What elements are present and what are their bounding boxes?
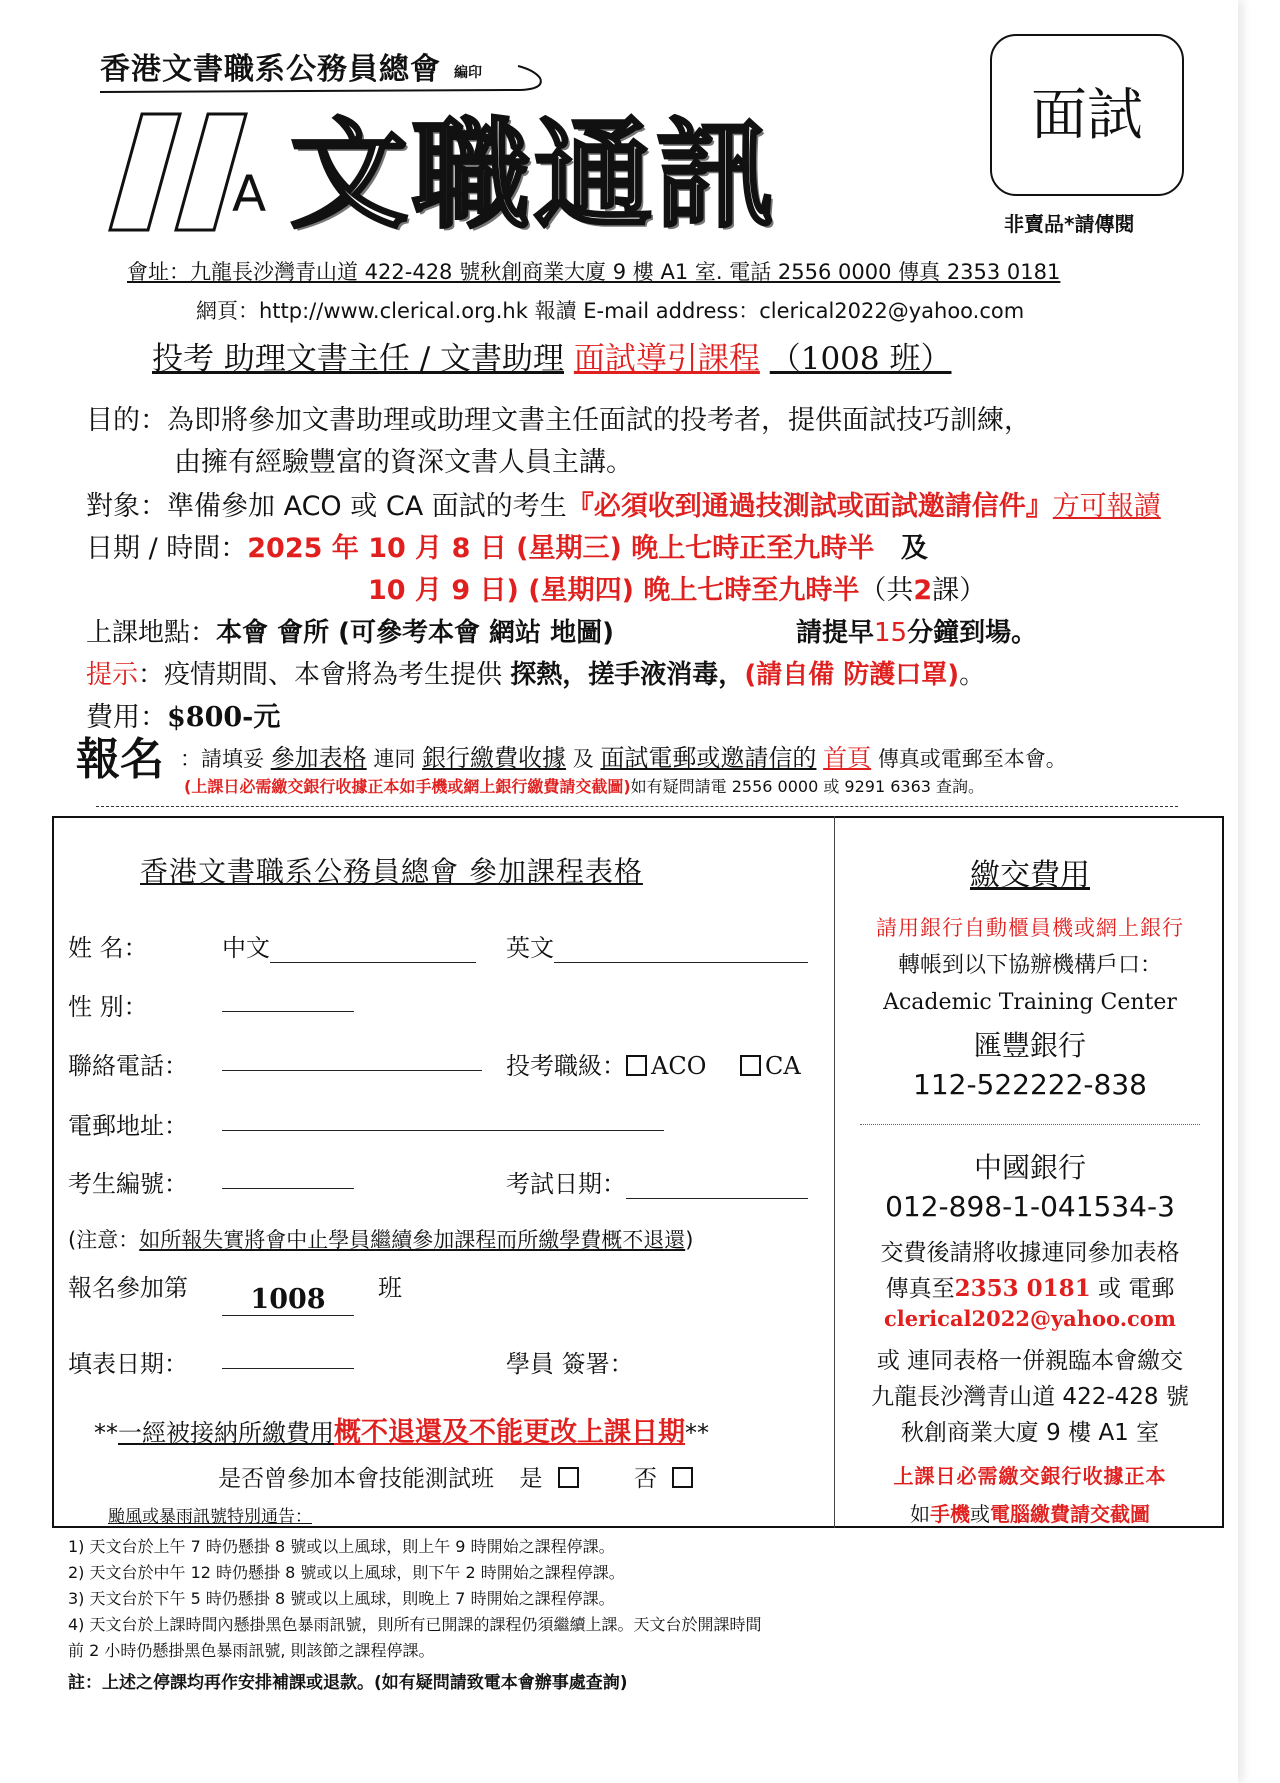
payment-separator (860, 1124, 1200, 1125)
fax-mid: 或 電郵 (1098, 1276, 1175, 1302)
notice-text: ：疫情期間、本會將為考生提供 (138, 660, 503, 690)
email-label: 電郵地址： (68, 1112, 188, 1140)
prior-no-checkbox[interactable] (672, 1467, 693, 1488)
exam-date-row (506, 1164, 808, 1199)
not-for-sale: 非賣品*請傳閱 (1004, 212, 1135, 236)
english-label: 英文 (506, 934, 554, 962)
date-total-num: 2 (913, 575, 933, 606)
target-highlight: 『必須收到通過技測試或面試邀請信件』 (566, 491, 1053, 522)
reg-b: 連同 (373, 747, 416, 771)
screenshot-row (836, 1498, 1224, 1527)
candidate-label: 考生編號： (68, 1170, 188, 1198)
venue-early-suffix: 分鐘到場。 (907, 618, 1038, 648)
caution-suffix: ) (685, 1228, 694, 1252)
payment-instruction-red: 請用銀行自動櫃員機或網上銀行 (876, 916, 1184, 940)
reg-d: 傳真或電郵至本會。 (877, 747, 1067, 771)
badge-text: 面試 (1031, 83, 1143, 148)
phone-line[interactable] (222, 1046, 482, 1071)
date-label: 日期 / 時間： (86, 533, 248, 564)
account-name: Academic Training Center (883, 990, 1177, 1015)
venue-row (86, 612, 614, 649)
payment-address-1: 九龍長沙灣青山道 422-428 號 (871, 1384, 1189, 1410)
account-2: 012-898-1-041534-3 (885, 1190, 1175, 1223)
grade-row (506, 1046, 801, 1081)
reg-contact: 如有疑問請電 2556 0000 或 9291 6363 查詢。 (630, 777, 985, 796)
course-title (152, 333, 951, 378)
form-divider (834, 816, 835, 1528)
reg-a: ：請填妥 (180, 747, 264, 771)
reg-email: 面試電郵或邀請信的 (600, 744, 817, 772)
nonrefund-prefix: ** (94, 1419, 118, 1447)
fax-row (836, 1270, 1224, 1303)
nonrefund-text: 一經被接納所繳費用 (118, 1419, 334, 1447)
caution-text: 如所報失實將會中止學員繼續參加課程而所繳學費概不退還 (139, 1228, 686, 1252)
purpose-text-2: 由擁有經驗豐富的資深文書人員主講。 (174, 447, 633, 478)
edit-mark: 編印 (454, 65, 482, 81)
screenshot-mid: 或 (970, 1502, 990, 1526)
caution-prefix: (注意： (68, 1228, 140, 1252)
bank-2: 中國銀行 (973, 1151, 1086, 1184)
reg-receipt: 銀行繳費收據 (422, 744, 567, 772)
prior-row (218, 1460, 697, 1493)
logo-letters: A (232, 165, 267, 223)
nonrefund-red: 概不退還及不能更改上課日期 (334, 1417, 685, 1448)
aco-option: ACO (651, 1052, 707, 1080)
prior-question: 是否曾參加本會技能測試班 (218, 1466, 494, 1492)
date-row-2 (368, 568, 986, 607)
ca-option: CA (765, 1052, 801, 1080)
payment-title: 繳交費用 (970, 858, 1090, 893)
form-title: 香港文書職系公務員總會 參加課程表格 (140, 855, 643, 888)
address-line: 會址：九龍長沙灣青山道 422-428 號秋創商業大廈 9 樓 A1 室. 電話 2556 0000 傳真 2353 0181 (127, 260, 1061, 284)
date-line-2: 10 月 9 日) (星期四) 晚上七時至九時半 (368, 575, 860, 606)
date-total-prefix: （共 (859, 575, 914, 606)
venue-text: 本會 會所 (可參考本會 網站 地圖) (216, 618, 614, 648)
bank-1: 匯豐銀行 (973, 1029, 1086, 1062)
payment-email[interactable]: clerical2022@yahoo.com (883, 1306, 1177, 1331)
fax-number: 2353 0181 (954, 1275, 1091, 1302)
typhoon-title: 颱風或暴雨訊號特別通告： (108, 1507, 312, 1527)
exam-date-label: 考試日期： (506, 1170, 626, 1198)
header-underline-arrow (100, 56, 550, 96)
date-row (86, 526, 928, 565)
exam-date-line[interactable] (626, 1174, 808, 1199)
target-label: 對象： (86, 491, 167, 522)
after-pay: 交費後請將收據連同參加表格 (880, 1240, 1180, 1266)
chinese-name-line[interactable] (270, 938, 476, 963)
purpose-label: 目的： (86, 405, 167, 436)
or-visit: 或 連同表格一併親臨本會繳交 (876, 1348, 1184, 1374)
caution-row (68, 1224, 693, 1254)
payment-instruction: 轉帳到以下協辦機構戶口： (897, 953, 1162, 978)
account-1: 112-522222-838 (913, 1068, 1147, 1101)
cut-line (96, 806, 1178, 807)
date-total-suffix: 課） (932, 575, 987, 606)
reg-red-note: (上課日必需繳交銀行收據正本如手機或網上銀行繳費請交截圖) (184, 777, 631, 796)
english-name-line[interactable] (554, 938, 808, 963)
registration-line-1 (180, 738, 1067, 773)
english-name-field[interactable] (506, 928, 808, 963)
name-label: 姓 名： (68, 934, 148, 962)
venue-early-num: 15 (874, 618, 908, 648)
org-name: 香港文書職系公務員總會 (100, 52, 441, 87)
enrol-label: 報名參加第 (68, 1274, 188, 1302)
venue-label: 上課地點： (86, 618, 217, 648)
notice-bold: 探熱，搓手液消毒， (510, 660, 745, 690)
reg-form: 參加表格 (270, 744, 367, 772)
email-line[interactable] (222, 1106, 664, 1131)
gender-line[interactable] (222, 987, 354, 1012)
candidate-line[interactable] (222, 1164, 354, 1189)
signature-label: 學員 簽署： (506, 1350, 634, 1378)
notice-label: 提示 (86, 660, 139, 690)
chinese-name-field[interactable] (222, 928, 476, 963)
purpose-row (86, 398, 1031, 437)
footnote: 註：上述之停課均再作安排補課或退款。(如有疑問請致電本會辦事處查詢) (68, 1673, 628, 1693)
notice-item: 4) 天文台於上課時間內懸掛黑色暴雨訊號，則所有已開課的課程仍須繼續上課。天文台於開課時間 (68, 1615, 762, 1634)
enrol-class[interactable]: 1008 (222, 1284, 354, 1316)
fee-value: $800-元 (167, 702, 281, 733)
date-and: 及 (900, 533, 928, 564)
chinese-label: 中文 (222, 934, 270, 962)
grade-label: 投考職級： (506, 1052, 626, 1080)
fill-date-line[interactable] (222, 1344, 354, 1369)
course-title-prefix: 投考 助理文書主任 / 文書助理 (152, 341, 565, 377)
fee-row (86, 695, 280, 734)
newsletter-title: 文職通訊 (290, 105, 779, 244)
prior-no: 否 (633, 1466, 657, 1492)
registration-label: 報名 (76, 734, 164, 785)
notice-item: 前 2 小時仍懸掛黑色暴雨訊號, 則該節之課程停課。 (68, 1641, 435, 1660)
aco-checkbox[interactable] (626, 1055, 647, 1076)
target-row (86, 484, 1161, 523)
enrol-suffix: 班 (378, 1274, 402, 1302)
web-line: 網頁：http://www.clerical.org.hk 報讀 E-mail address：clerical2022@yahoo.com (196, 299, 1025, 323)
phone-label: 聯絡電話： (68, 1052, 188, 1080)
typhoon-notices (68, 1534, 762, 1664)
target-text: 準備參加 ACO 或 CA 面試的考生 (167, 491, 567, 522)
nonrefund-row (94, 1410, 709, 1449)
notice-item: 1) 天文台於上午 7 時仍懸掛 8 號或以上風球，則上午 9 時開始之課程停課。 (68, 1537, 615, 1556)
fill-date-label: 填表日期： (68, 1350, 188, 1378)
target-suffix: 方可報讀 (1052, 491, 1161, 522)
gender-label: 性 別： (68, 993, 148, 1021)
prior-yes-checkbox[interactable] (558, 1467, 579, 1488)
screenshot-prefix: 如 (910, 1502, 930, 1526)
fee-label: 費用： (86, 702, 167, 733)
date-line-1: 2025 年 10 月 8 日 (星期三) 晚上七時正至九時半 (247, 533, 875, 564)
reg-c: 及 (572, 747, 594, 771)
venue-early-prefix: 請提早 (796, 618, 875, 648)
receipt-red: 上課日必需繳交銀行收據正本 (893, 1464, 1167, 1488)
course-title-class: （1008 班） (769, 341, 952, 377)
purpose-text: 為即將參加文書助理或助理文書主任面試的投考者，提供面試技巧訓練， (167, 405, 1031, 436)
ca-checkbox[interactable] (740, 1055, 761, 1076)
nonrefund-suffix: ** (685, 1419, 709, 1447)
notice-item: 2) 天文台於中午 12 時仍懸掛 8 號或以上風球，則下午 2 時開始之課程停課。 (68, 1563, 625, 1582)
notice-item: 3) 天文台於下午 5 時仍懸掛 8 號或以上風球，則晚上 7 時開始之課程停課。 (68, 1589, 615, 1608)
notice-row (86, 654, 985, 691)
payment-address-2: 秋創商業大廈 9 樓 A1 室 (900, 1420, 1160, 1446)
notice-red: (請自備 防護口罩) (744, 660, 960, 690)
notice-end: 。 (959, 660, 986, 690)
course-title-highlight: 面試導引課程 (573, 341, 760, 377)
prior-yes: 是 (519, 1466, 543, 1492)
reg-first: 首頁 (823, 744, 872, 772)
fax-prefix: 傳真至 (885, 1276, 955, 1302)
venue-early (796, 612, 1037, 649)
screenshot-red-1: 手機 (930, 1502, 970, 1526)
screenshot-red-2: 電腦繳費請交截圖 (990, 1502, 1150, 1526)
registration-line-2 (184, 774, 984, 797)
